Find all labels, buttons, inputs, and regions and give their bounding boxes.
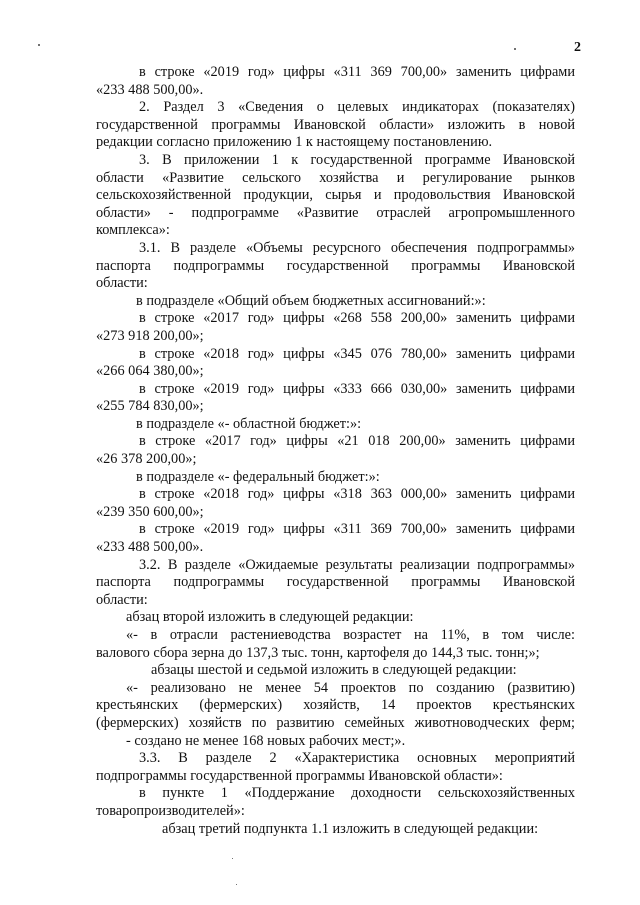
scan-speck xyxy=(232,858,233,859)
text-line: в строке «2018 год» цифры «345 076 780,00» заменить цифрами xyxy=(139,345,575,362)
text-line: комплекса»: xyxy=(96,222,170,239)
text-line: (фермерских) хозяйств по развитию семейных животноводческих ферм; xyxy=(96,714,575,731)
text-line: области: xyxy=(96,591,148,608)
scan-speck xyxy=(38,44,40,46)
text-line: валового сбора зерна до 137,3 тыс. тонн, картофеля до 144,3 тыс. тонн;»; xyxy=(96,644,540,661)
text-line: в строке «2019 год» цифры «311 369 700,00» заменить цифрами xyxy=(139,64,575,80)
text-line: паспорта подпрограммы государственной программы Ивановской xyxy=(96,257,575,274)
text-line: крестьянских (фермерских) хозяйств, 14 проектов крестьянских xyxy=(96,697,575,714)
text-line: «255 784 830,00»; xyxy=(96,398,204,415)
scan-speck xyxy=(514,48,516,50)
text-line: области «Развитие сельского хозяйства и регулирование рынков xyxy=(96,169,575,186)
text-line: в строке «2019 год» цифры «333 666 030,00» заменить цифрами xyxy=(139,380,575,397)
text-line: в строке «2018 год» цифры «318 363 000,00» заменить цифрами xyxy=(139,486,575,503)
text-line: паспорта подпрограммы государственной программы Ивановской xyxy=(96,574,575,591)
text-line: в пункте 1 «Поддержание доходности сельскохозяйственных xyxy=(139,785,575,802)
text-line: в строке «2017 год» цифры «21 018 200,00» заменить цифрами xyxy=(139,433,575,450)
text-line: 2. Раздел 3 «Сведения о целевых индикаторах (показателях) xyxy=(139,99,575,116)
text-line: «- реализовано не менее 54 проектов по созданию (развитию) xyxy=(126,679,575,696)
text-line: 3. В приложении 1 к государственной программе Ивановской xyxy=(139,151,575,168)
scan-speck xyxy=(236,884,237,885)
text-line: редакции согласно приложению 1 к настоящему постановлению. xyxy=(96,134,493,151)
text-line: «233 488 500,00». xyxy=(96,81,204,98)
text-line: «266 064 380,00»; xyxy=(96,363,204,380)
text-line: 3.2. В разделе «Ожидаемые результаты реализации подпрограммы» xyxy=(139,556,575,573)
document-body xyxy=(96,64,575,838)
text-line: 3.1. В разделе «Объемы ресурсного обеспечения подпрограммы» xyxy=(139,239,575,256)
text-line: в подразделе «- областной бюджет:»: xyxy=(136,415,362,432)
text-line: подпрограммы государственной программы Ивановской области»: xyxy=(96,767,503,784)
text-line: государственной программы Ивановской области» изложить в новой xyxy=(96,116,575,133)
page-number: 2 xyxy=(574,40,581,55)
text-line: товаропроизводителей»: xyxy=(96,802,245,819)
text-line: сельскохозяйственной продукции, сырья и продовольствия Ивановской xyxy=(96,187,575,204)
text-line: области: xyxy=(96,275,148,292)
text-line: в строке «2017 год» цифры «268 558 200,00» заменить цифрами xyxy=(139,310,575,327)
text-line: абзац третий подпункта 1.1 изложить в следующей редакции: xyxy=(162,820,539,837)
text-line: 3.3. В разделе 2 «Характеристика основных мероприятий xyxy=(139,750,575,767)
text-line: в строке «2019 год» цифры «311 369 700,00» заменить цифрами xyxy=(139,521,575,538)
text-line: области» - подпрограмме «Развитие отраслей агропромышленного xyxy=(96,204,575,221)
text-line: в подразделе «Общий объем бюджетных ассигнований:»: xyxy=(136,292,486,309)
text-line: абзацы шестой и седьмой изложить в следующей редакции: xyxy=(151,662,517,679)
text-line: «- в отрасли растениеводства возрастет на 11%, в том числе: xyxy=(126,627,575,643)
text-line: «273 918 200,00»; xyxy=(96,327,204,344)
text-line: «233 488 500,00». xyxy=(96,539,204,556)
text-line: в подразделе «- федеральный бюджет:»: xyxy=(136,468,380,485)
text-line: - создано не менее 168 новых рабочих мест;». xyxy=(126,732,406,749)
text-line: «239 350 600,00»; xyxy=(96,503,204,520)
text-line: абзац второй изложить в следующей редакции: xyxy=(126,609,414,626)
text-line: «26 378 200,00»; xyxy=(96,451,197,468)
